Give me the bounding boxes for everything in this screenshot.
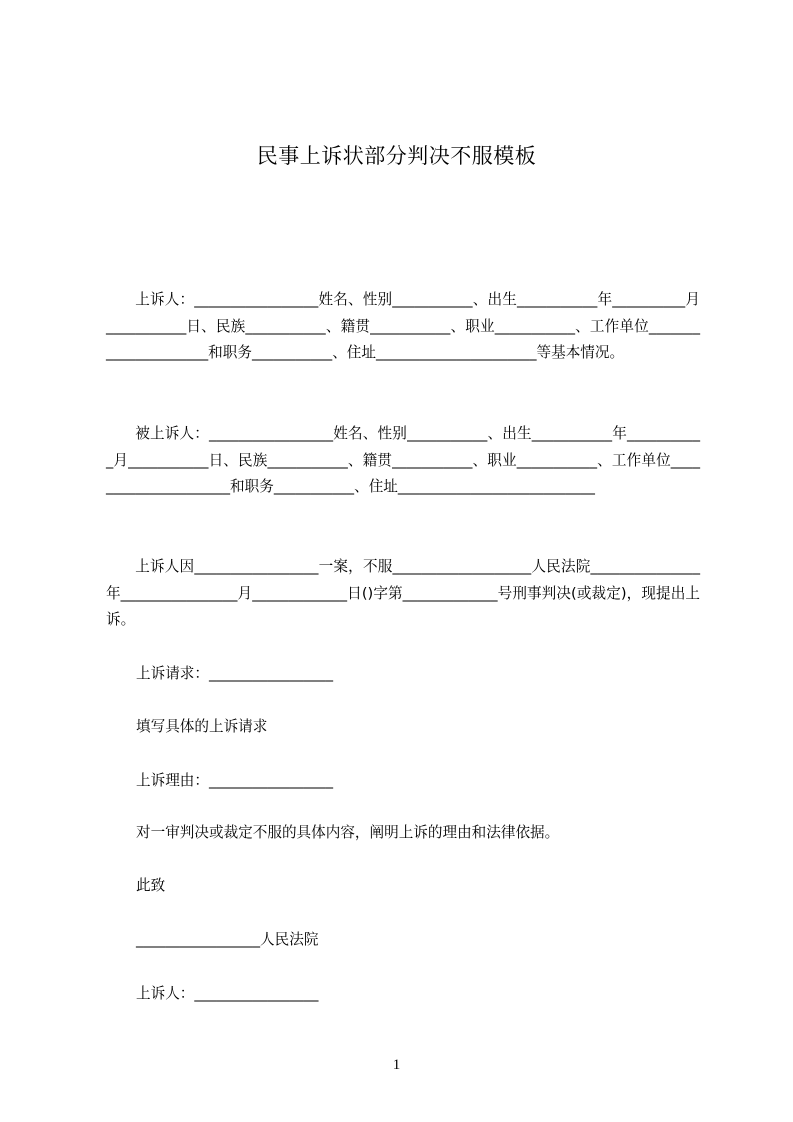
appeal-reason-label: 上诉理由：_________________ xyxy=(136,772,334,789)
appellant-info-paragraph: 上诉人：_________________姓名、性别___________、出生___________年__________月___________日、民族___________、籍贯___________、职业___________、工作单位_____________________和职务___________、住址______________________等基本情况。 xyxy=(106,291,700,362)
appeal-intro-paragraph: 上诉人因_________________一案，不服___________________人民法院_______________年________________月_____________日()字第_____________号刑事判决(或裁定)，现提出上诉。 xyxy=(106,558,700,629)
page-number: 1 xyxy=(392,1057,401,1073)
appeal-request-label: 上诉请求：_________________ xyxy=(136,665,334,682)
document-title: 民事上诉状部分判决不服模板 xyxy=(256,144,537,168)
salutation: 此致 xyxy=(136,877,166,894)
appellee-info-paragraph: 被上诉人：_________________姓名、性别___________、出生___________年___________月___________日、民族___________、籍贯___________、职业___________、工作单位_____________________和职务___________、住址___________________________ xyxy=(106,425,700,496)
court-line: _________________人民法院 xyxy=(136,931,319,948)
appeal-request-hint: 填写具体的上诉请求 xyxy=(136,718,268,735)
appeal-reason-hint: 对一审判决或裁定不服的具体内容，阐明上诉的理由和法律依据。 xyxy=(136,824,560,841)
signature-line: 上诉人：_________________ xyxy=(136,985,319,1002)
